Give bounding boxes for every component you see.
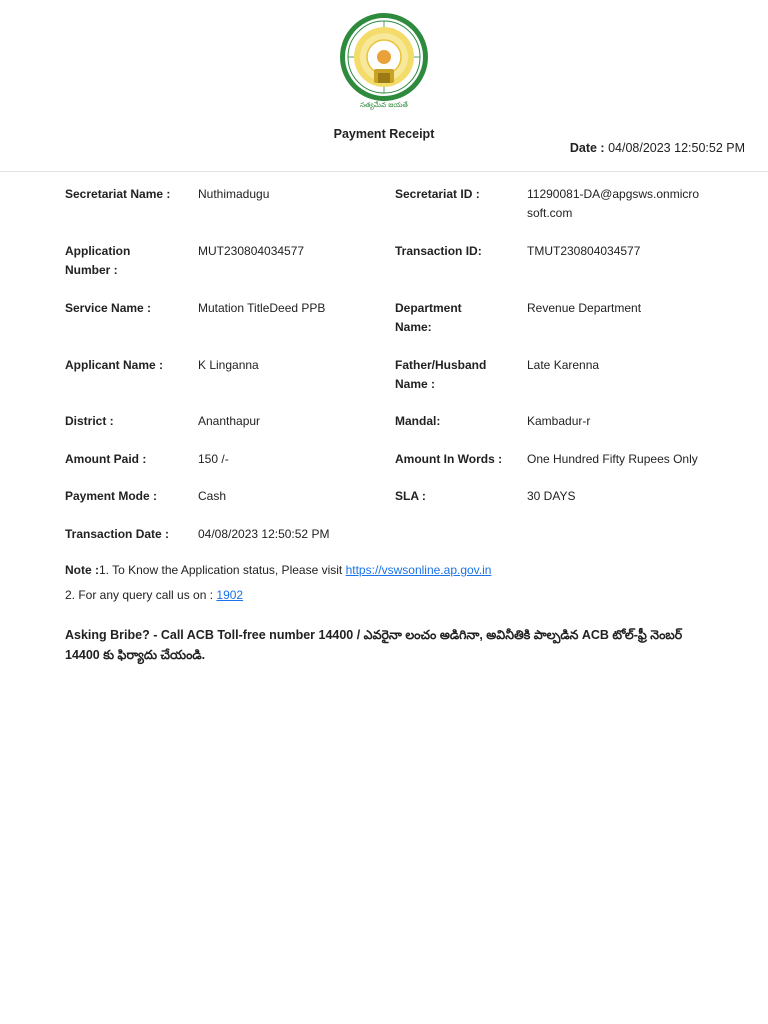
note2-text: 2. For any query call us on : [65,588,217,602]
note-label: Note : [65,563,99,577]
label-secretariat-name: Secretariat Name : [65,187,171,201]
value-service-name: Mutation TitleDeed PPB [198,301,326,315]
date-label: Date : [569,141,605,155]
acb-bribe-notice: Asking Bribe? - Call ACB Toll-free number 14400 / ఎవరైనా లంచం అడిగినా, అవినీతికి పాల్పడిన ACB టోల్-ఫ్రీ నెంబర్ 14400 కు ఫిర్యాదు చేయండి. [65,628,683,662]
value-application-number: MUT230804034577 [198,244,305,258]
label-father-husband-name: Father/Husband Name : [395,358,487,391]
ap-government-emblem-icon [338,11,430,111]
label-amount-paid: Amount Paid : [65,452,147,466]
value-district: Ananthapur [198,414,261,428]
header-divider [0,171,768,172]
note-query-contact [65,588,243,602]
label-amount-in-words: Amount In Words : [395,452,503,466]
value-mandal: Kambadur-r [527,414,591,428]
label-secretariat-id: Secretariat ID : [395,187,480,201]
value-sla: 30 DAYS [527,489,576,503]
value-father-husband-name: Late Karenna [527,358,600,372]
value-transaction-date: 04/08/2023 12:50:52 PM [198,527,330,541]
label-transaction-id: Transaction ID: [395,244,482,258]
value-applicant-name: K Linganna [198,358,259,372]
value-department-name: Revenue Department [527,301,642,315]
value-payment-mode: Cash [198,489,227,503]
value-secretariat-id: 11290081-DA@apgsws.onmicrosoft.com [527,187,700,220]
emblem-motto: సత్యమేవ జయతే [360,101,408,109]
label-mandal: Mandal: [395,414,441,428]
note1-text: 1. To Know the Application status, Please visit [99,563,346,577]
helpline-link[interactable]: 1902 [216,588,244,602]
date-value: 04/08/2023 12:50:52 PM [608,141,745,155]
value-secretariat-name: Nuthimadugu [198,187,270,201]
page-title: Payment Receipt [333,127,435,141]
label-district: District : [65,414,114,428]
label-sla: SLA : [395,489,426,503]
label-payment-mode: Payment Mode : [65,489,158,503]
note-application-status [65,563,491,577]
vswsonline-link[interactable]: https://vswsonline.ap.gov.in [345,563,492,577]
value-amount-paid: 150 /- [198,452,229,466]
label-transaction-date: Transaction Date : [65,527,170,541]
receipt-date [570,141,745,155]
value-amount-in-words: One Hundred Fifty Rupees Only [527,452,698,466]
label-applicant-name: Applicant Name : [65,358,164,372]
label-department-name: Department Name: [395,301,462,334]
value-transaction-id: TMUT230804034577 [527,244,641,258]
label-service-name: Service Name : [65,301,152,315]
label-application-number: Application Number : [65,244,131,277]
